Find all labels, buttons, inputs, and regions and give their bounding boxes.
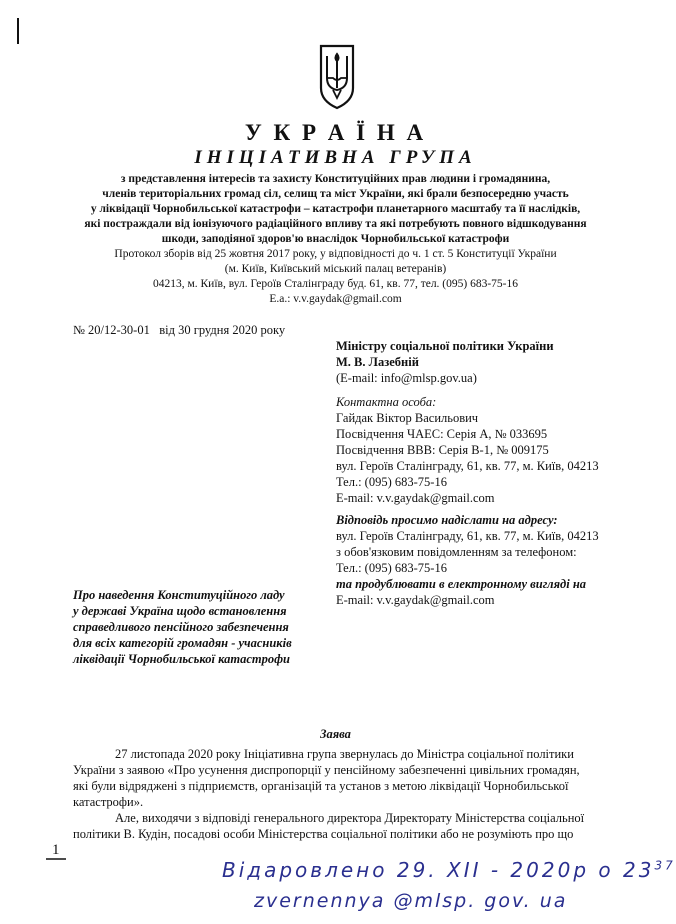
contact-line: вул. Героїв Сталінграду, 61, кв. 77, м. Київ, 04213 (336, 459, 599, 473)
margin-mark (17, 18, 19, 44)
document-title: Заява (320, 727, 351, 741)
ref-date: від 30 грудня 2020 року (159, 323, 286, 337)
subject-line: у державі Україна щодо встановлення (73, 604, 287, 618)
header-line: шкоди, заподіяної здоров'ю внаслідок Чорнобильської катастрофи (161, 233, 510, 245)
body-line: катастрофи». (73, 795, 144, 809)
recipient-name: М. В. Лазебній (336, 355, 419, 369)
subject-line: справедливого пенсійного забезпечення (73, 620, 289, 634)
header-line: з представлення інтересів та захисту Конституційних прав людини і громадянина, (120, 173, 551, 185)
email-line: Е.а.: v.v.gaydak@gmail.com (269, 293, 402, 305)
subject-line: для всіх категорій громадян - учасників (73, 636, 292, 650)
group-title: ІНІЦІАТИВНА ГРУПА (194, 147, 477, 168)
ref-number: № 20/12-30-01 (73, 323, 150, 337)
reference (73, 322, 285, 338)
recipient-block (336, 338, 666, 608)
reply-line: з обов'язковим повідомленням за телефоном: (336, 545, 577, 559)
country-title: У К Р А Ї Н А (244, 120, 427, 145)
reply-dup: та продублювати в електронному вигляді на (336, 577, 587, 591)
handwritten-email: zvernennya @mlsp. gov. ua (254, 890, 568, 912)
subject-line: ліквідації Чорнобильської катастрофи (73, 652, 290, 666)
address-line: 04213, м. Київ, вул. Героїв Сталінграду буд. 61, кв. 77, тел. (095) 683-75-16 (152, 278, 519, 290)
reply-phone: Тел.: (095) 683-75-16 (336, 561, 447, 575)
contact-line: Гайдак Віктор Васильович (336, 411, 479, 425)
body-line: 27 листопада 2020 року Ініціативна група звернулась до Міністра соціальної політики (115, 747, 574, 761)
contact-title: Контактна особа: (336, 395, 437, 409)
handwritten-sent-text: Відаровлено 29. XII - 2020р о 23 (222, 858, 655, 882)
header-line: членів територіальних громад сіл, селищ та міст України, які брали безпосередню участь (102, 188, 569, 200)
reply-line: вул. Героїв Сталінграду, 61, кв. 77, м. Київ, 04213 (336, 529, 599, 543)
protocol-line: Протокол зборів від 25 жовтня 2017 року, у відповідності до ч. 1 ст. 5 Конституції України (114, 248, 557, 260)
coat-of-arms-icon (318, 44, 356, 110)
reply-title: Відповідь просимо надіслати на адресу: (336, 513, 558, 527)
venue-line: (м. Київ, Київський міський палац ветеранів) (224, 263, 447, 275)
handwritten-sent-note (222, 858, 676, 882)
page-mark (44, 843, 68, 861)
contact-line: Тел.: (095) 683-75-16 (336, 475, 447, 489)
recipient-to: Міністру соціальної політики України (336, 339, 554, 353)
body-text (73, 746, 618, 842)
page-number: 1 (52, 842, 60, 858)
contact-line: Посвідчення ВВВ: Серія В-1, № 009175 (336, 443, 549, 457)
header-line: які постраждали від іонізуючого радіаційного впливу та які потребують повного відшкодування (84, 218, 587, 230)
contact-line: Посвідчення ЧАЕС: Серія А, № 033695 (336, 427, 548, 441)
header-line: у ліквідації Чорнобильської катастрофи – катастрофи планетарного масштабу та її наслідків, (90, 203, 581, 215)
body-line: політики В. Кудін, посадові особи Міністерства соціальної політики або не розуміють про що (73, 827, 574, 841)
body-line: Але, виходячи з відповіді генерального директора Директорату Міністерства соціальної (115, 811, 585, 825)
body-line: України з заявою «Про усунення диспропорції у пенсійному забезпеченні цивільних громадян, (73, 763, 580, 777)
recipient-email: (E-mail: info@mlsp.gov.ua) (336, 371, 477, 385)
handwritten-minutes: 37 (654, 858, 676, 873)
reply-email: E-mail: v.v.gaydak@gmail.com (336, 593, 495, 607)
subject-line: Про наведення Конституційного ладу (73, 588, 285, 602)
contact-line: E-mail: v.v.gaydak@gmail.com (336, 491, 495, 505)
subject-block (73, 587, 343, 667)
body-line: які були відряджені з підприємств, організацій та установ з метою ліквідації Чорнобильської (73, 779, 569, 793)
